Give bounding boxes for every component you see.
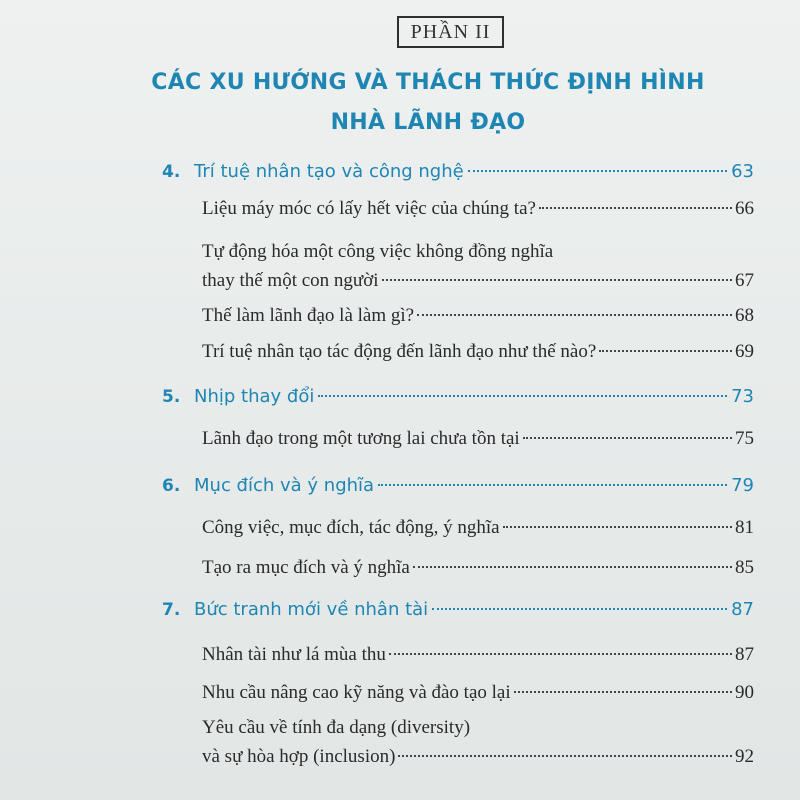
toc-entry — [202, 198, 754, 226]
toc-entry — [202, 428, 754, 456]
toc-chapter-4 — [162, 161, 754, 191]
dot-leader — [417, 314, 732, 316]
dot-leader — [432, 608, 727, 610]
entry-page-number: 87 — [735, 644, 754, 665]
entry-page-number: 81 — [735, 517, 754, 538]
entry-title: Lãnh đạo trong một tương lai chưa tồn tại — [202, 428, 520, 449]
entry-page-number: 66 — [735, 198, 754, 219]
toc-entry — [202, 682, 754, 710]
dot-leader — [413, 566, 732, 568]
entry-title: Trí tuệ nhân tạo tác động đến lãnh đạo như thế nào? — [202, 341, 597, 362]
dot-leader — [503, 526, 732, 528]
chapter-number: 6. — [162, 476, 181, 496]
entry-title: Tạo ra mục đích và ý nghĩa — [202, 557, 410, 578]
toc-entry — [202, 517, 754, 545]
section-title-line-2: NHÀ LÃNH ĐẠO — [330, 110, 526, 135]
entry-title: Nhân tài như lá mùa thu — [202, 644, 386, 665]
entry-title: và sự hòa hợp (inclusion) — [202, 746, 396, 767]
chapter-page-number: 73 — [731, 386, 754, 407]
dot-leader — [398, 755, 732, 757]
chapter-title: Trí tuệ nhân tạo và công nghệ — [194, 161, 464, 182]
entry-page-number: 90 — [735, 682, 754, 703]
dot-leader — [514, 691, 732, 693]
entry-title: Thế làm lãnh đạo là làm gì? — [202, 305, 415, 326]
entry-title: thay thế một con người — [202, 270, 379, 291]
part-label-box — [397, 16, 504, 48]
chapter-page-number: 87 — [731, 599, 754, 620]
chapter-number: 5. — [162, 387, 181, 407]
dot-leader — [539, 207, 732, 209]
dot-leader — [378, 484, 727, 486]
entry-page-number: 69 — [735, 341, 754, 362]
entry-page-number: 67 — [735, 270, 754, 291]
toc-entry — [202, 557, 754, 585]
dot-leader — [382, 279, 732, 281]
chapter-number: 4. — [162, 162, 181, 182]
dot-leader — [468, 170, 727, 172]
entry-title: Công việc, mục đích, tác động, ý nghĩa — [202, 517, 500, 538]
toc-entry — [202, 270, 754, 298]
entry-title: Nhu cầu nâng cao kỹ năng và đào tạo lại — [202, 682, 511, 703]
dot-leader — [318, 395, 727, 397]
entry-title: Liệu máy móc có lấy hết việc của chúng ta? — [202, 198, 536, 219]
toc-chapter-5 — [162, 386, 754, 416]
section-title-line-1: CÁC XU HƯỚNG VÀ THÁCH THỨC ĐỊNH HÌNH — [151, 70, 705, 95]
entry-page-number: 92 — [735, 746, 754, 767]
dot-leader — [389, 653, 732, 655]
toc-entry — [202, 305, 754, 333]
entry-page-number: 68 — [735, 305, 754, 326]
chapter-title: Nhịp thay đổi — [194, 386, 315, 407]
entry-page-number: 75 — [735, 428, 754, 449]
chapter-title: Mục đích và ý nghĩa — [194, 475, 375, 496]
chapter-page-number: 63 — [731, 161, 754, 182]
chapter-page-number: 79 — [731, 475, 754, 496]
toc-entry — [202, 341, 754, 369]
chapter-number: 7. — [162, 600, 181, 620]
entry-title-first-line: Tự động hóa một công việc không đồng nghĩa — [202, 241, 554, 262]
toc-entry — [202, 746, 754, 774]
entry-page-number: 85 — [735, 557, 754, 578]
part-label: PHẦN II — [410, 20, 491, 43]
toc-chapter-6 — [162, 475, 754, 505]
dot-leader — [523, 437, 732, 439]
chapter-title: Bức tranh mới về nhân tài — [194, 599, 429, 620]
toc-chapter-7 — [162, 599, 754, 629]
toc-entry — [202, 644, 754, 672]
entry-title-first-line: Yêu cầu về tính đa dạng (diversity) — [202, 717, 471, 738]
dot-leader — [599, 350, 732, 352]
